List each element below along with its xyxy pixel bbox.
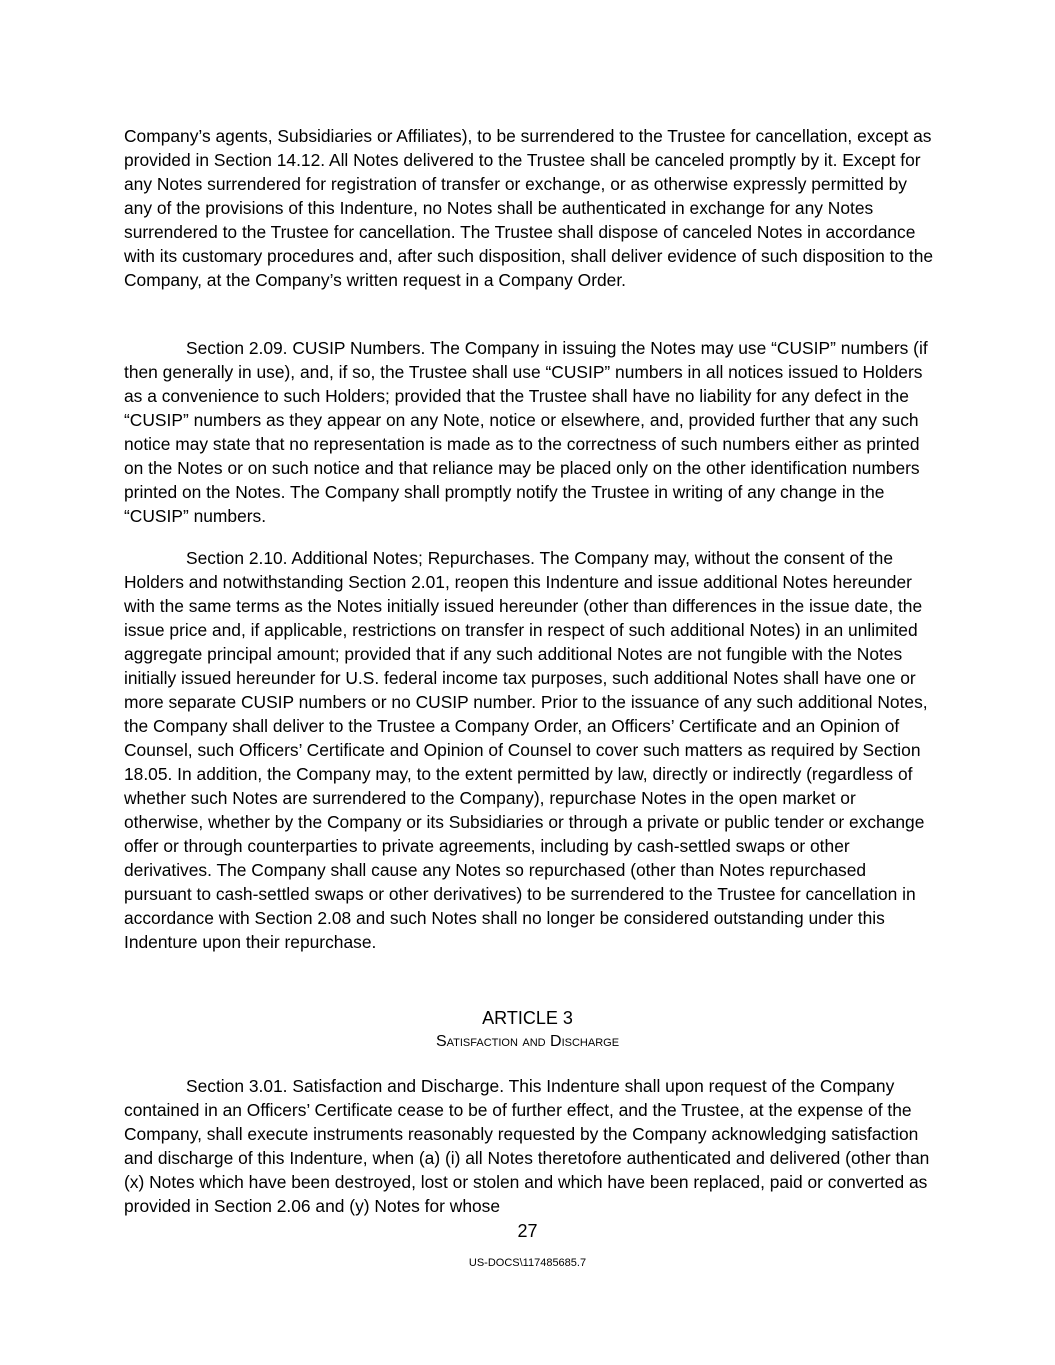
document-id: US-DOCS\117485685.7 (468, 1257, 587, 1269)
page-number: 27 (517, 1221, 538, 1241)
article-number: ARTICLE 3 (482, 1008, 573, 1028)
paragraph-section-2-10: Section 2.10. Additional Notes; Repurchases. The Company may, without the consent of the Holders and notwithstanding Section 2.01, reopen this Indenture and issue additional Notes hereunder with the same terms as the Notes initially issued hereunder (other than differences in the issue date, the issue price and, if applicable, restrictions on transfer in respect of such additional Notes) in an unlimited aggregate principal amount; provided that if any such additional Notes are not fungible with the Notes initially issued hereunder for U.S. federal income tax purposes, such additional Notes shall have one or more separate CUSIP numbers or no CUSIP number. Prior to the issuance of any such additional Notes, the Company shall deliver to the Trustee a Company Order, an Officers’ Certificate and an Opinion of Counsel, such Officers’ Certificate and Opinion of Counsel to cover such matters as required by Section 18.05. In addition, the Company may, to the extent permitted by law, directly or indirectly (regardless of whether such Notes are surrendered to the Company), repurchase Notes in the open market or otherwise, whether by the Company or its Subsidiaries or through a private or public tender or exchange offer or through counterparties to private agreements, including by cash-settled swaps or other derivatives. The Company shall cause any Notes so repurchased (other than Notes repurchased pursuant to cash-settled swaps or other derivatives) to be surrendered to the Trustee for cancellation in accordance with Section 2.08 and such Notes shall no longer be considered outstanding under this Indenture upon their repurchase. (124, 548, 928, 952)
article-title: Satisfaction and Discharge (435, 1033, 620, 1050)
paragraph-notes-cancellation: Company’s agents, Subsidiaries or Affiliates), to be surrendered to the Trustee for cancellation, except as provided in Section 14.12. All Notes delivered to the Trustee shall be canceled promptly by it. Except for any Notes surrendered for registration of transfer or exchange, or as otherwise expressly permitted by any of the provisions of this Indenture, no Notes shall be authenticated in exchange for any Notes surrendered to the Trustee for cancellation. The Trustee shall dispose of canceled Notes in accordance with its customary procedures and, after such disposition, shall deliver evidence of such disposition to the Company, at the Company’s written request in a Company Order. (124, 126, 934, 290)
paragraph-section-3-01: Section 3.01. Satisfaction and Discharge. This Indenture shall upon request of the Company contained in an Officers’ Certificate cease to be of further effect, and the Trustee, at the expense of the Company, shall execute instruments reasonably requested by the Company acknowledging satisfaction and discharge of this Indenture, when (a) (i) all Notes theretofore authenticated and delivered (other than (x) Notes which have been destroyed, lost or stolen and which have been replaced, paid or converted as provided in Section 2.06 and (y) Notes for whose (124, 1076, 930, 1216)
paragraph-section-2-09: Section 2.09. CUSIP Numbers. The Company in issuing the Notes may use “CUSIP” numbers (if then generally in use), and, if so, the Trustee shall use “CUSIP” numbers in all notices issued to Holders as a convenience to such Holders; provided that the Trustee shall have no liability for any defect in the “CUSIP” numbers as they appear on any Note, notice or elsewhere, and, provided further that any such notice may state that no representation is made as to the correctness of such numbers either as printed on the Notes or on such notice and that reliance may be placed only on the other identification numbers printed on the Notes. The Company shall promptly notify the Trustee in writing of any change in the “CUSIP” numbers. (124, 338, 928, 526)
